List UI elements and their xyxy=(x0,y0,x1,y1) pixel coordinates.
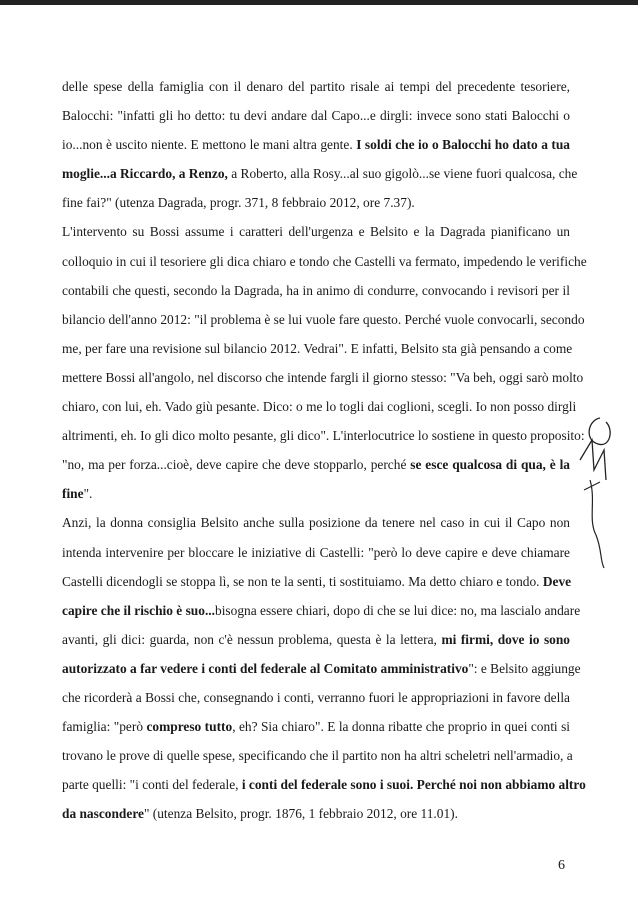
bold-text: Deve xyxy=(542,573,572,589)
text-span: bilancio dell'anno 2012: "il problema è se lui vuole fare questo. Perché vuole convocarli, secondo xyxy=(62,311,585,327)
text-span: parte quelli: "i conti del federale, xyxy=(62,777,242,793)
text-line xyxy=(62,741,573,770)
text-line xyxy=(62,101,570,130)
text-span: , eh? Sia chiaro". E la donna ribatte che proprio in quei conti si xyxy=(232,719,570,735)
text-span: Anzi, la donna consiglia Belsito anche sulla posizione da tenere nel caso in cui il Capo non xyxy=(62,515,570,531)
text-span: intenda intervenire per bloccare le iniziative di Castelli: "però lo deve capire e deve chiamare xyxy=(62,544,570,560)
text-line xyxy=(62,538,570,567)
text-line xyxy=(62,276,570,305)
text-line xyxy=(62,799,570,828)
text-span: famiglia: "però xyxy=(62,719,147,735)
text-span: chiaro, con lui, eh. Vado giù pesante. Dico: o me lo togli dai coglioni, scegli. Io non posso dirgli xyxy=(62,399,577,415)
text-line xyxy=(62,770,586,799)
text-line xyxy=(62,159,578,188)
bold-text: fine xyxy=(62,486,84,502)
text-line xyxy=(62,217,570,246)
text-span: "no, ma per forza...cioè, deve capire che deve stopparlo, perché xyxy=(62,457,411,473)
text-span: contabili che questi, secondo la Dagrada, ha in animo di condurre, convocando i revisori per il xyxy=(62,282,570,298)
text-span: colloquio in cui il tesoriere gli dica chiaro e tondo che Castelli va fermato, impedendo le verifiche xyxy=(62,253,587,269)
text-span: Castelli dicendogli se stoppa lì, se non te la senti, ti sostituiamo. Ma detto chiaro e tondo. xyxy=(62,573,543,589)
top-border-rule xyxy=(0,0,638,5)
bold-text: se esce qualcosa di qua, è la xyxy=(410,457,570,473)
bold-text: I soldi che io o Balocchi ho dato a tua xyxy=(356,137,571,153)
text-span: delle spese della famiglia con il denaro del partito risale ai tempi del precedente tesoriere, xyxy=(62,79,570,94)
text-span: L'intervento su Bossi assume i caratteri dell'urgenza e Belsito e la Dagrada pianificano un xyxy=(62,224,570,240)
text-line xyxy=(62,654,581,683)
text-span: me, per fare una revisione sul bilancio 2012. Vedrai". E infatti, Belsito sta già pensando a come xyxy=(62,340,573,356)
document-body xyxy=(62,72,587,828)
text-line xyxy=(62,130,570,159)
text-line xyxy=(62,247,587,276)
text-span: io...non è uscito niente. E mettono le mani altra gente. xyxy=(62,137,357,153)
text-line xyxy=(62,508,570,537)
text-span: ": e Belsito aggiunge xyxy=(468,660,581,676)
text-span: ". xyxy=(83,486,93,502)
page-number: 6 xyxy=(558,858,565,873)
text-line xyxy=(62,479,570,508)
bold-text: compreso tutto xyxy=(146,719,233,735)
text-line xyxy=(62,334,573,363)
text-line xyxy=(62,421,585,450)
text-line xyxy=(62,712,570,741)
text-line xyxy=(62,625,570,654)
text-line xyxy=(62,392,577,421)
bold-text: da nascondere xyxy=(62,806,144,822)
text-line xyxy=(62,305,585,334)
text-span: Balocchi: "infatti gli ho detto: tu devi andare dal Capo...e dirgli: invece sono stati Balocchi o xyxy=(62,108,570,124)
text-line xyxy=(62,450,570,479)
text-span: bisogna essere chiari, dopo di che se lui dice: no, ma lascialo andare xyxy=(215,602,581,618)
text-line xyxy=(62,567,570,596)
text-span: che ricorderà a Bossi che, consegnando i conti, verranno fuori le appropriazioni in favore della xyxy=(62,689,570,705)
text-span: altrimenti, eh. Io gli dico molto pesante, gli dico". L'interlocutrice lo sostiene in questo proposito: xyxy=(62,428,585,444)
bold-text: i conti del federale sono i suoi. Perché noi non abbiamo altro xyxy=(241,777,586,793)
text-line xyxy=(62,363,584,392)
text-line xyxy=(62,683,570,712)
text-line xyxy=(62,596,581,625)
handwritten-signature xyxy=(570,410,620,570)
text-span: mettere Bossi all'angolo, nel discorso che intende fargli il giorno stesso: "Va beh, oggi sarò molto xyxy=(62,369,584,385)
text-span: avanti, gli dici: guarda, non c'è nessun problema, questa è la lettera, xyxy=(62,631,442,647)
bold-text: autorizzato a far vedere i conti del federale al Comitato amministrativo xyxy=(62,660,469,676)
text-line xyxy=(62,188,570,217)
text-span: trovano le prove di quelle spese, specificando che il partito non ha altri scheletri nell'armadio, a xyxy=(62,748,573,764)
text-line xyxy=(62,72,570,101)
bold-text: moglie...a Riccardo, a Renzo, xyxy=(62,166,228,182)
text-span: " (utenza Belsito, progr. 1876, 1 febbraio 2012, ore 11.01). xyxy=(143,806,458,822)
bold-text: capire che il rischio è suo... xyxy=(62,602,215,618)
text-span: a Roberto, alla Rosy...al suo gigolò...se viene fuori qualcosa, che xyxy=(227,166,578,182)
text-span: fine fai?" (utenza Dagrada, progr. 371, 8 febbraio 2012, ore 7.37). xyxy=(62,195,415,211)
bold-text: mi firmi, dove io sono xyxy=(441,631,570,647)
